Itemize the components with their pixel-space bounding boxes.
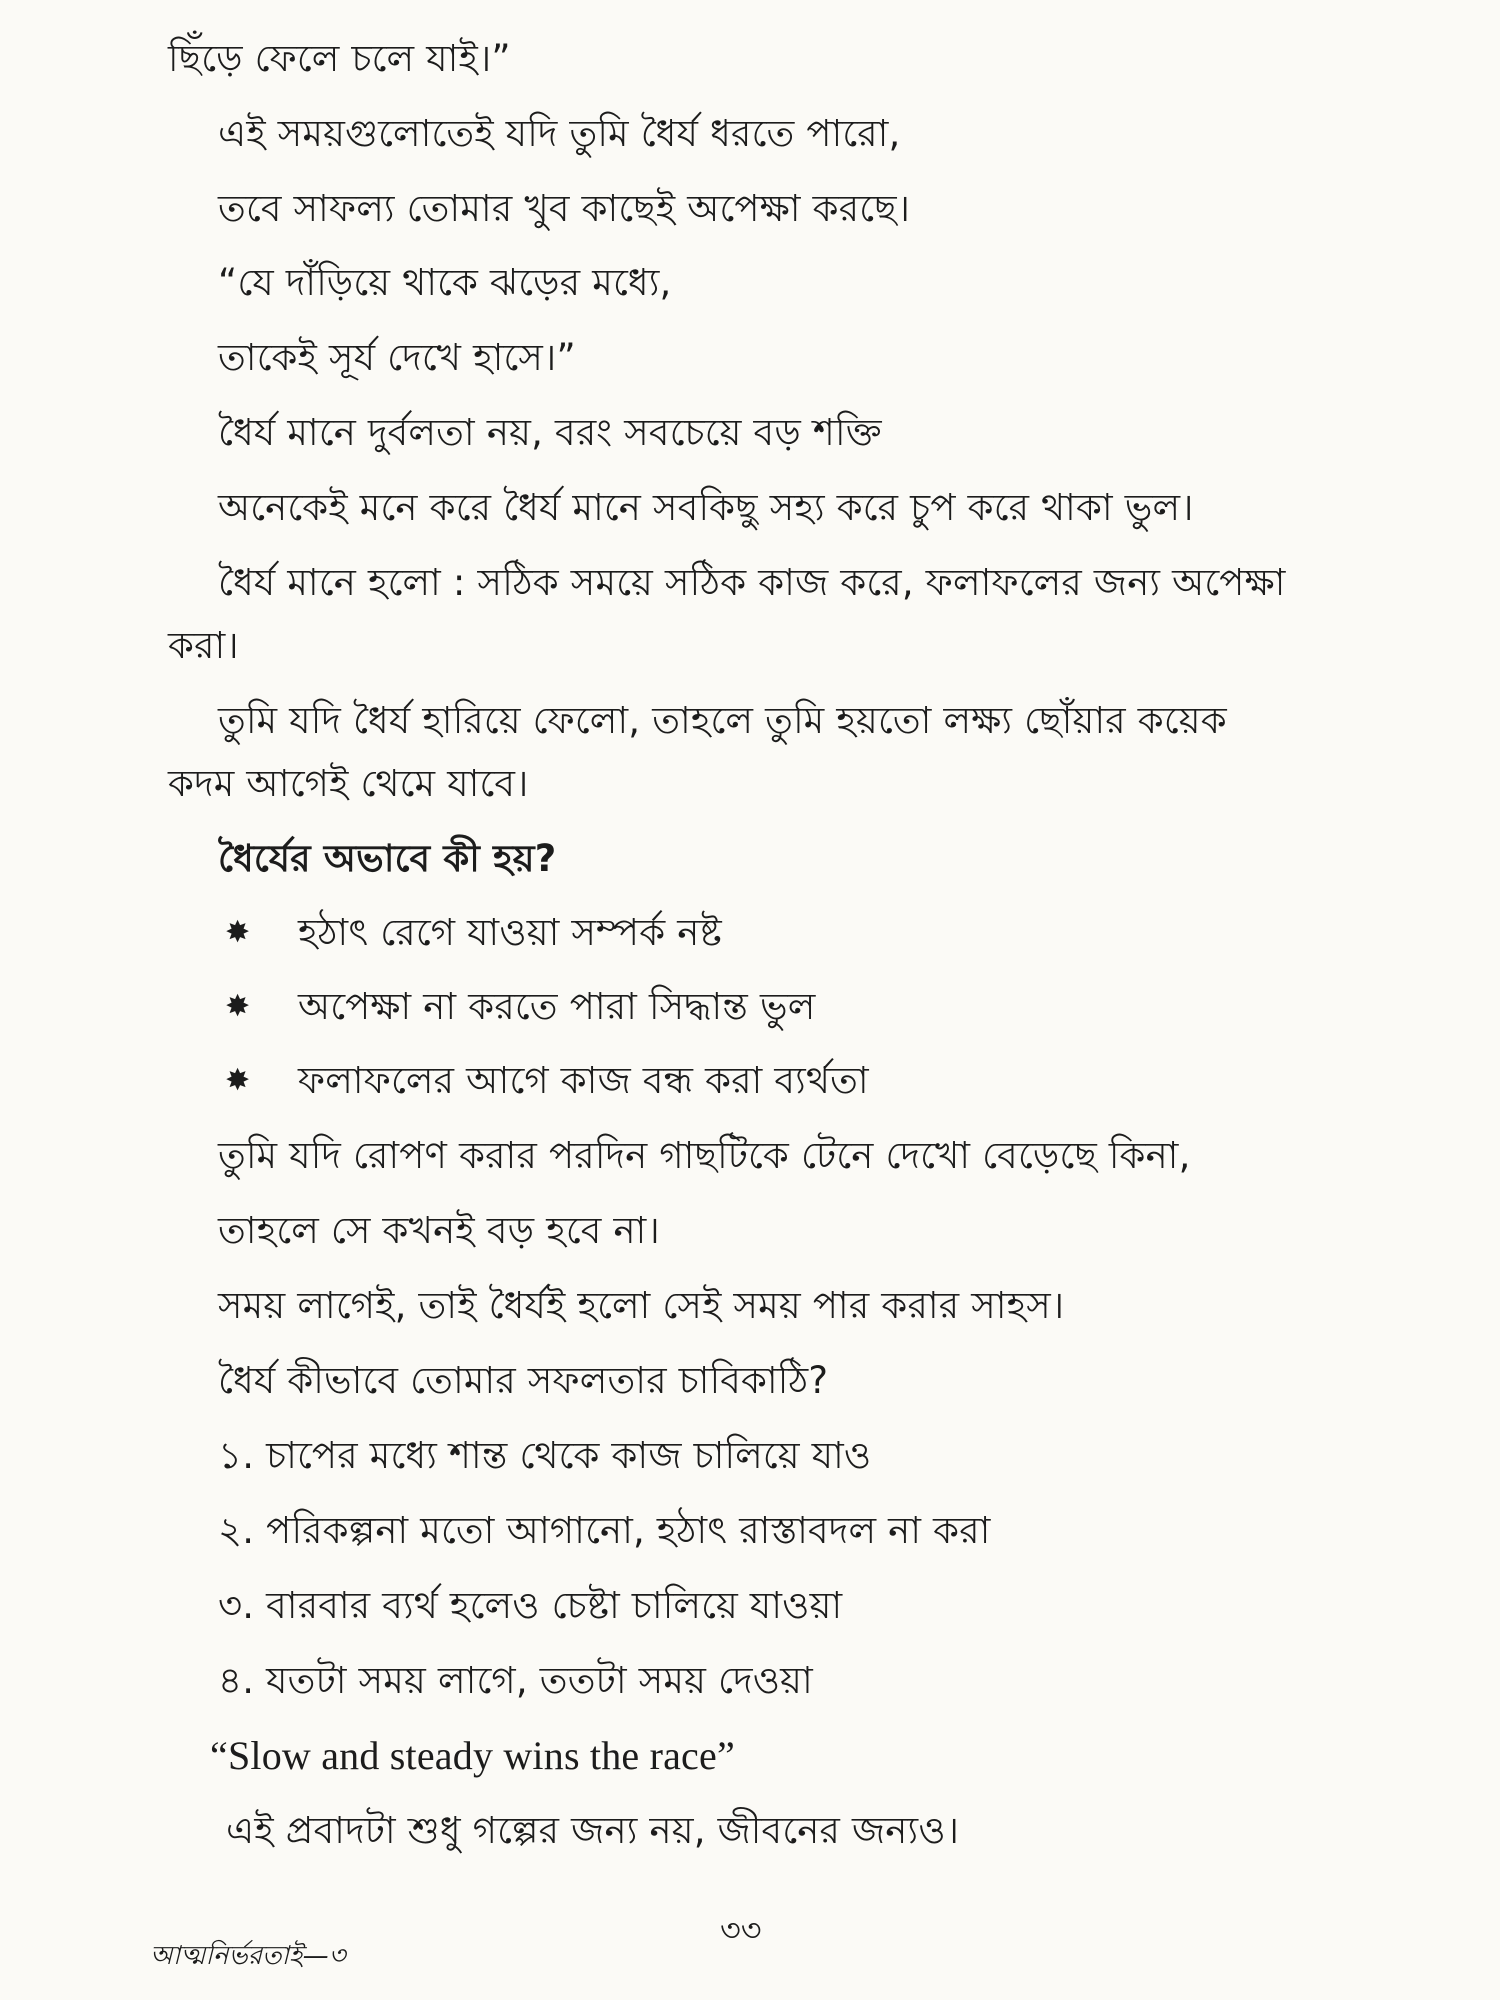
text-line: তুমি যদি ধৈর্য হারিয়ে ফেলো, তাহলে তুমি হয়তো লক্ষ্য ছোঁয়ার কয়েক <box>218 699 1227 742</box>
bullet-item: হঠাৎ রেগে যাওয়া সম্পর্ক নষ্ট <box>298 911 722 954</box>
text-line: তাকেই সূর্য দেখে হাসে।” <box>218 336 576 379</box>
text-line: তবে সাফল্য তোমার খুব কাছেই অপেক্ষা করছে। <box>218 187 911 230</box>
text-line: করা। <box>168 624 239 667</box>
text-line: ছিঁড়ে ফেলে চলে যাই।” <box>168 37 511 80</box>
bullet-item: ফলাফলের আগে কাজ বন্ধ করা ব্যর্থতা <box>298 1059 869 1102</box>
section-heading: ধৈর্যের অভাবে কী হয়? <box>218 837 557 880</box>
text-line: সময় লাগেই, তাই ধৈর্যই হলো সেই সময় পার করার সাহস। <box>218 1284 1065 1327</box>
text-line: এই সময়গুলোতেই যদি তুমি ধৈর্য ধরতে পারো, <box>218 112 901 155</box>
section-heading: ধৈর্য কীভাবে তোমার সফলতার চাবিকাঠি? <box>218 1359 829 1402</box>
star-bullet-icon: ✸ <box>225 1063 251 1098</box>
numbered-item: ১. চাপের মধ্যে শান্ত থেকে কাজ চালিয়ে যাও <box>218 1434 872 1477</box>
text-line: ধৈর্য মানে হলো : সঠিক সময়ে সঠিক কাজ করে, ফলাফলের জন্য অপেক্ষা <box>218 561 1286 604</box>
text-line: “যে দাঁড়িয়ে থাকে ঝড়ের মধ্যে, <box>218 261 672 304</box>
chapter-footer: আত্মনির্ভরতাই—৩ <box>150 1941 346 1971</box>
numbered-item: ৪. যতটা সময় লাগে, ততটা সময় দেওয়া <box>218 1659 813 1702</box>
english-quote: “Slow and steady wins the race” <box>210 1733 735 1778</box>
numbered-item: ২. পরিকল্পনা মতো আগানো, হঠাৎ রাস্তাবদল না করা <box>218 1509 991 1552</box>
text-line: তাহলে সে কখনই বড় হবে না। <box>218 1209 660 1252</box>
star-bullet-icon: ✸ <box>225 915 251 950</box>
closing-line: এই প্রবাদটা শুধু গল্পের জন্য নয়, জীবনের জন্যও। <box>226 1809 960 1852</box>
star-bullet-icon: ✸ <box>225 989 251 1024</box>
page-number: ৩৩ <box>720 1911 762 1949</box>
bullet-item: অপেক্ষা না করতে পারা সিদ্ধান্ত ভুল <box>298 985 816 1028</box>
text-line: ধৈর্য মানে দুর্বলতা নয়, বরং সবচেয়ে বড় শক্তি <box>218 411 882 454</box>
text-line: তুমি যদি রোপণ করার পরদিন গাছটিকে টেনে দেখো বেড়েছে কিনা, <box>218 1134 1191 1177</box>
numbered-item: ৩. বারবার ব্যর্থ হলেও চেষ্টা চালিয়ে যাওয়া <box>218 1584 843 1627</box>
text-line: কদম আগেই থেমে যাবে। <box>168 762 529 805</box>
text-line: অনেকেই মনে করে ধৈর্য মানে সবকিছু সহ্য করে চুপ করে থাকা ভুল। <box>218 486 1194 529</box>
